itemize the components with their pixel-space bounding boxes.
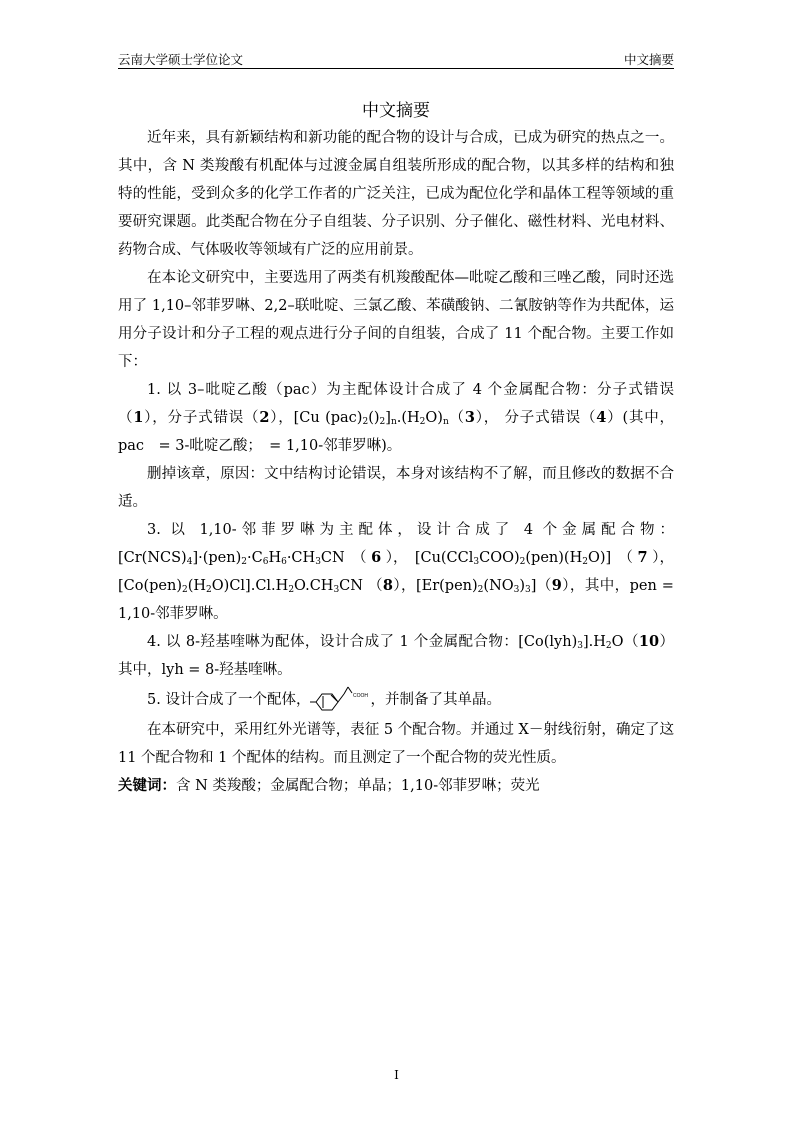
item-1: 1. 以 3–吡啶乙酸（pac）为主配体设计合成了 4 个金属配合物：分子式错误（1），分子式错误（2），[Cu $(pac)_2()_2]_n.(H_2O)_n(3)$， 分子式错误（4）(其中，pac = 3-吡啶乙酸； = 1,10-邻菲罗啉)。 [118,382,675,454]
item-3-compounds: $[Cr(NCS)_4]\cdot(pen)_2\cdot C_6H_6\cdot CH_3CN$ （ 6 ）， $[Cu(CCl_3COO)_2(pen)(H_2O)]$ （ 7 ）， $[Co(pen)_2(H_2O)Cl].Cl.H_2O.CH_3CN$ （8），$[Er(pen)_2(NO_3)_3](9)$，其中，pen = 1,10-邻菲罗啉。 [118,549,675,622]
paragraph-deleted-note: 删掉该章，原因：文中结构讨论错误，本身对该结构不了解，而且修改的数据不合适。 [118,466,674,510]
running-header [118,50,674,69]
header-section-name: 中文摘要 [623,52,674,67]
item-4: 4. 以 8-羟基喹啉为配体，设计合成了 1 个金属配合物：$[Co(lyh)_3].H_2O(10)$其中，lyh = 8-羟基喹啉。 [118,633,674,678]
page-number: I [394,1068,399,1082]
svg-text:COOH: COOH [353,693,369,699]
ligand-structure-icon [310,684,370,716]
paragraph-conclusion: 在本研究中，采用红外光谱等，表征 5 个配合物。并通过 X－射线衍射，确定了这 11 个配合物和 1 个配体的结构。而且测定了一个配合物的荧光性质。 [118,722,674,766]
abstract-body [118,124,674,800]
header-thesis-name: 云南大学硕士学位论文 [118,52,244,67]
paragraph-ligands: 在本论文研究中，主要选用了两类有机羧酸配体—吡啶乙酸和三唑乙酸，同时还选用了 1,10–邻菲罗啉、2,2–联吡啶、三氯乙酸、苯磺酸钠、二氰胺钠等作为共配体，运用分子设计和分子工程的观点进行分子间的自组装，合成了 11 个配合物。主要工作如下： [118,270,674,370]
paragraph-intro: 近年来，具有新颖结构和新功能的配合物的设计与合成，已成为研究的热点之一。其中，含 N 类羧酸有机配体与过渡金属自组装所形成的配合物，以其多样的结构和独特的性能，受到众多的化学工作者的广泛关注，已成为配位化学和晶体工程等领域的重要研究课题。此类配合物在分子自组装、分子识别、分子催化、磁性材料、光电材料、药物合成、气体吸收等领域有广泛的应用前景。 [118,130,674,258]
keywords-label: 关键词： [118,778,176,794]
keywords-text: 含 N 类羧酸；金属配合物；单晶；1,10-邻菲罗啉；荧光 [176,778,540,794]
item-5: 5. 设计合成了一个配体， COOH ，并制备了其单晶。 [118,684,674,716]
item-3-intro: 3. 以 1,10-邻菲罗啉为主配体，设计合成了 4 个金属配合物： [147,522,674,538]
page-title: 中文摘要 [362,101,430,121]
keywords-line [118,772,674,800]
